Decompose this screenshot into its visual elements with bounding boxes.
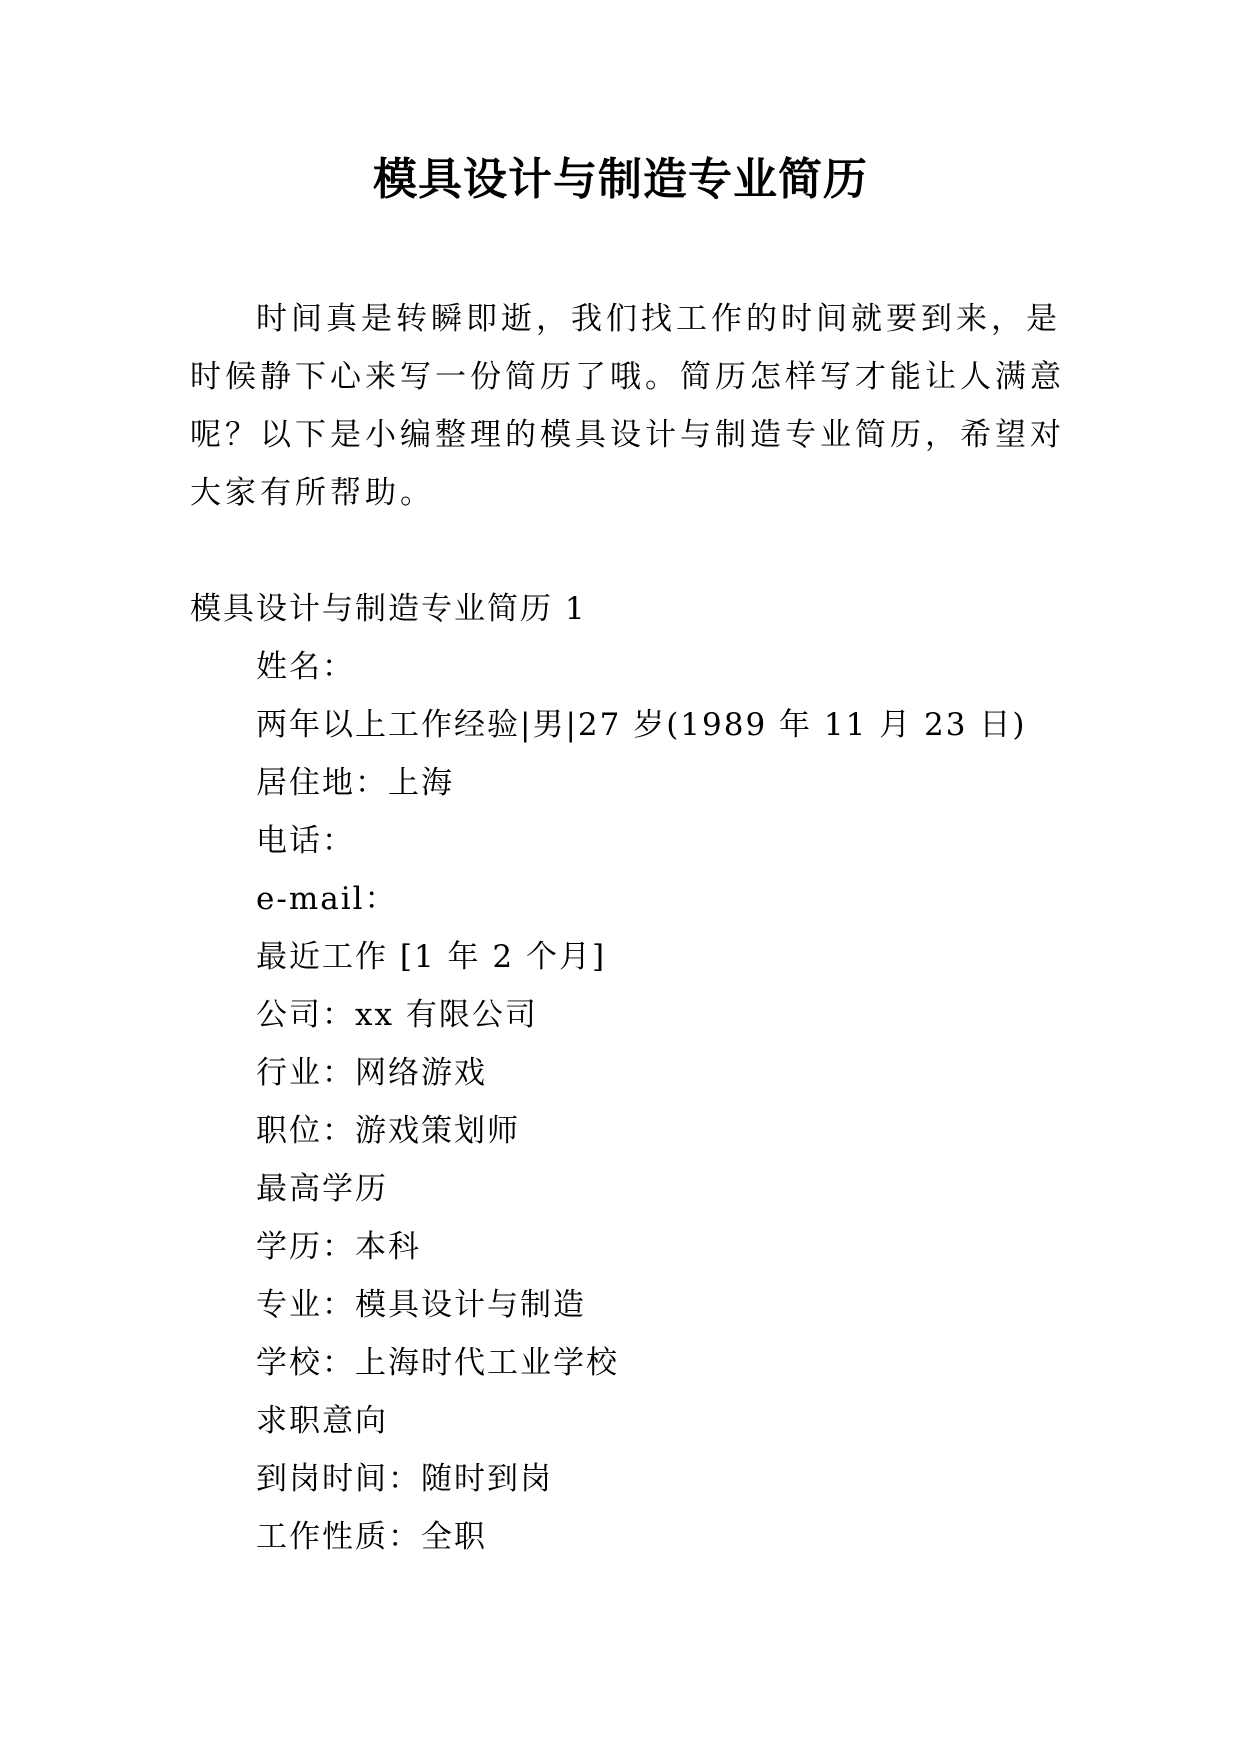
field-experience-summary: 两年以上工作经验|男|27 岁(1989 年 11 月 23 日) [256,707,1027,743]
field-industry: 行业：网络游戏 [256,1055,487,1091]
resume-field-list [256,638,1156,1566]
field-availability: 到岗时间：随时到岗 [256,1461,553,1497]
page-title: 模具设计与制造专业简历 [373,154,868,205]
field-job-type: 工作性质：全职 [256,1519,487,1555]
field-highest-education: 最高学历 [256,1171,388,1207]
field-degree: 学历：本科 [256,1229,421,1265]
field-position: 职位：游戏策划师 [256,1113,520,1149]
field-job-intention: 求职意向 [256,1403,388,1439]
field-name: 姓名： [256,649,355,685]
field-major: 专业：模具设计与制造 [256,1287,586,1323]
field-company: 公司：xx 有限公司 [256,997,538,1033]
section-heading: 模具设计与制造专业简历 1 [190,591,587,627]
field-school: 学校：上海时代工业学校 [256,1345,619,1381]
intro-paragraph: 时间真是转瞬即逝，我们找工作的时间就要到来，是时候静下心来写一份简历了哦。简历怎样写才能让人满意呢？以下是小编整理的模具设计与制造专业简历，希望对大家有所帮助。 [190,301,1065,511]
field-recent-work: 最近工作 [1 年 2 个月] [256,939,607,975]
field-residence: 居住地：上海 [256,765,454,801]
field-email: e-mail： [256,881,398,917]
field-phone: 电话： [256,823,355,859]
